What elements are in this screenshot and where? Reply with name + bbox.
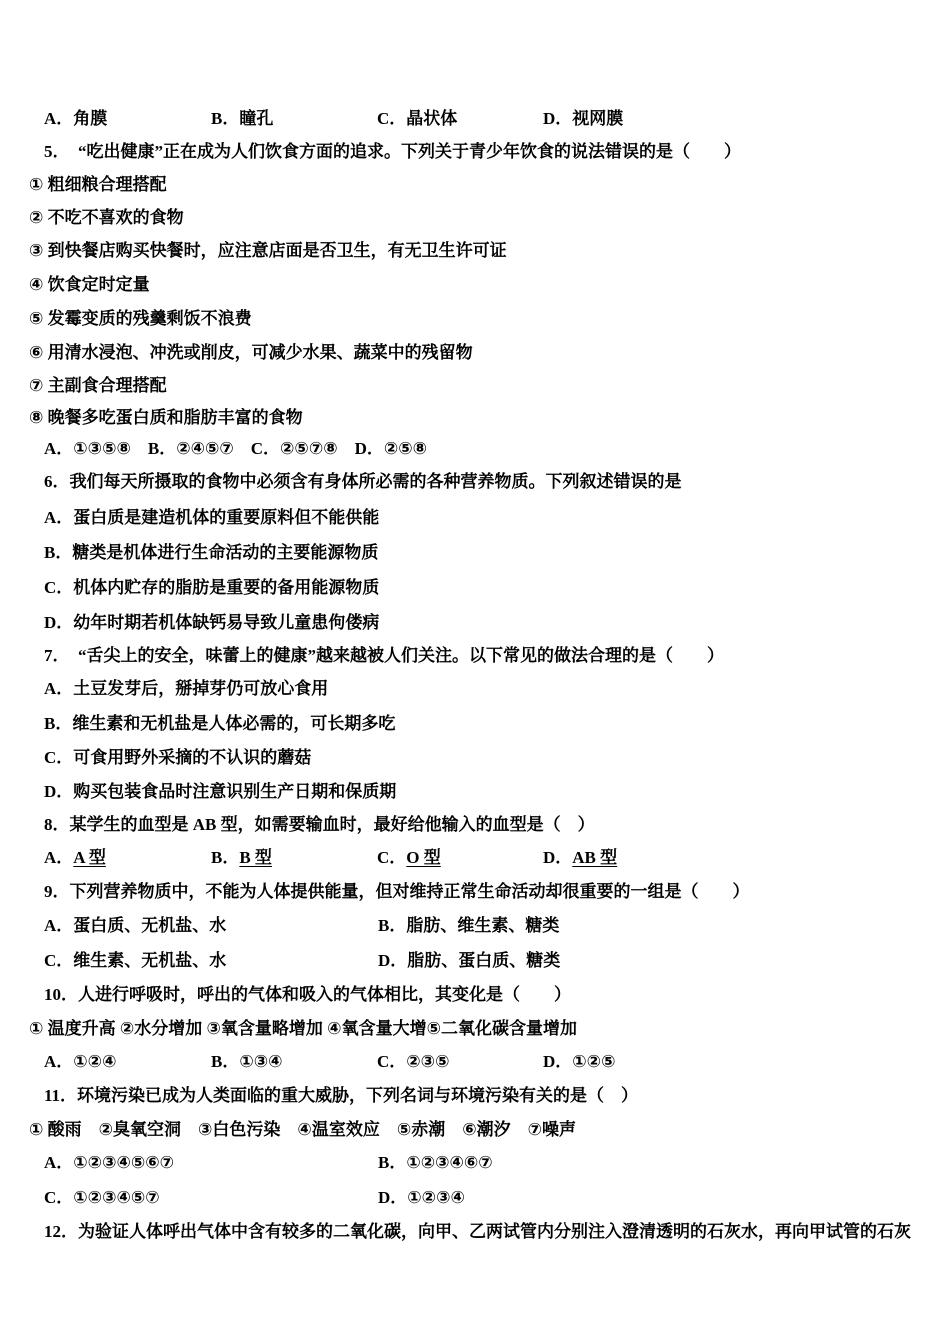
q6-option-a: A．蛋白质是建造机体的重要原料但不能供能 <box>44 508 380 527</box>
q5-stem: 5． “吃出健康”正在成为人们饮食方面的追求。下列关于青少年饮食的说法错误的是（ ） <box>44 142 741 161</box>
q5-item-row <box>0 273 950 299</box>
q8-option-c-text: O 型 <box>406 848 441 867</box>
q11-option-d: D．①②③④ <box>378 1188 465 1207</box>
q11-option-a: A．①②③④⑤⑥⑦ <box>44 1153 175 1172</box>
q7-option-row <box>0 712 950 738</box>
q5-item-row <box>0 173 950 199</box>
q9-option-a: A．蛋白质、无机盐、水 <box>44 916 227 935</box>
q5-item-row <box>0 239 950 265</box>
q11-stem: 11．环境污染已成为人类面临的重大威胁，下列名词与环境污染有关的是（ ） <box>44 1086 639 1105</box>
q6-option-d: D．幼年时期若机体缺钙易导致儿童患佝偻病 <box>44 613 380 632</box>
q6-option-row <box>0 611 950 637</box>
q5-item-row <box>0 307 950 333</box>
q5-item-row <box>0 206 950 232</box>
q9-stem-row <box>0 880 950 906</box>
q10-option-b: B．①③④ <box>211 1052 283 1071</box>
q9-stem: 9．下列营养物质中，不能为人体提供能量，但对维持正常生命活动却很重要的一组是（ ） <box>44 882 750 901</box>
q5-item-row <box>0 341 950 367</box>
q5-item-row <box>0 406 950 432</box>
q10-stem: 10．人进行呼吸时，呼出的气体和吸入的气体相比，其变化是（ ） <box>44 985 571 1004</box>
q5-options-line: A．①③⑤⑧ B．②④⑤⑦ C．②⑤⑦⑧ D．②⑤⑧ <box>44 439 428 458</box>
q7-option-d: D．购买包装食品时注意识别生产日期和保质期 <box>44 782 397 801</box>
q8-stem: 8．某学生的血型是 AB 型，如需要输血时，最好给他输入的血型是（ ） <box>44 815 595 834</box>
q8-option-b <box>211 846 272 870</box>
q10-items-row <box>0 1017 950 1043</box>
q8-option-a <box>44 846 106 870</box>
q11-option-c: C．①②③④⑤⑦ <box>44 1188 160 1207</box>
q8-option-a-text: A 型 <box>73 848 106 867</box>
q9-options-row-1 <box>0 914 950 940</box>
q10-options-row <box>0 1050 950 1076</box>
q7-option-a: A．土豆发芽后，掰掉芽仍可放心食用 <box>44 679 329 698</box>
q4-option-b: B．瞳孔 <box>211 109 274 128</box>
q5-stem-row <box>0 140 950 166</box>
q8-option-d <box>543 846 617 870</box>
q9-option-d: D．脂肪、蛋白质、糖类 <box>378 951 561 970</box>
q5-item-7: ⑦ 主副食合理搭配 <box>29 376 167 395</box>
q12-stem: 12．为验证人体呼出气体中含有较多的二氧化碳，向甲、乙两试管内分别注入澄清透明的石灰水，再向甲试管的石灰 <box>44 1222 911 1241</box>
q8-option-c-prefix: C． <box>377 848 407 867</box>
q8-stem-row <box>0 813 950 839</box>
q11-items-row <box>0 1118 950 1144</box>
q7-option-row <box>0 677 950 703</box>
q8-options-row <box>0 846 950 872</box>
q8-option-b-text: B 型 <box>239 848 272 867</box>
q7-stem-row <box>0 644 950 670</box>
q10-option-d: D．①②⑤ <box>543 1052 616 1071</box>
q5-item-2: ② 不吃不喜欢的食物 <box>29 208 184 227</box>
q4-option-a: A．角膜 <box>44 109 108 128</box>
q8-option-a-prefix: A． <box>44 848 74 867</box>
q7-option-row <box>0 746 950 772</box>
q11-option-b: B．①②③④⑥⑦ <box>378 1153 493 1172</box>
q5-item-row <box>0 374 950 400</box>
q12-stem-row <box>0 1220 950 1246</box>
q5-item-8: ⑧ 晚餐多吃蛋白质和脂肪丰富的食物 <box>29 408 303 427</box>
q5-item-4: ④ 饮食定时定量 <box>29 275 150 294</box>
q6-option-c: C．机体内贮存的脂肪是重要的备用能源物质 <box>44 578 380 597</box>
q5-options-row <box>0 437 950 463</box>
q6-option-b: B．糖类是机体进行生命活动的主要能源物质 <box>44 543 379 562</box>
q4-option-c: C．晶状体 <box>377 109 458 128</box>
q5-item-6: ⑥ 用清水浸泡、冲洗或削皮，可减少水果、蔬菜中的残留物 <box>29 343 473 362</box>
q7-option-b: B．维生素和无机盐是人体必需的，可长期多吃 <box>44 714 396 733</box>
q10-option-c: C．②③⑤ <box>377 1052 450 1071</box>
q10-option-a: A．①②④ <box>44 1052 117 1071</box>
q8-option-d-prefix: D． <box>543 848 573 867</box>
q5-item-5: ⑤ 发霉变质的残羹剩饭不浪费 <box>29 309 252 328</box>
q8-option-b-prefix: B． <box>211 848 240 867</box>
q6-option-row <box>0 541 950 567</box>
q7-option-row <box>0 780 950 806</box>
q11-stem-row <box>0 1084 950 1110</box>
q9-option-c: C．维生素、无机盐、水 <box>44 951 227 970</box>
q10-stem-row <box>0 983 950 1009</box>
q9-options-row-2 <box>0 949 950 975</box>
q11-options-row-1 <box>0 1151 950 1177</box>
q6-stem: 6．我们每天所摄取的食物中必须含有身体所必需的各种营养物质。下列叙述错误的是 <box>44 472 682 491</box>
q5-item-3: ③ 到快餐店购买快餐时，应注意店面是否卫生，有无卫生许可证 <box>29 241 507 260</box>
q4-options-row <box>0 107 950 133</box>
q9-option-b: B．脂肪、维生素、糖类 <box>378 916 560 935</box>
q8-option-c <box>377 846 441 870</box>
q5-item-1: ① 粗细粮合理搭配 <box>29 175 167 194</box>
q6-option-row <box>0 576 950 602</box>
q7-stem: 7． “舌尖上的安全，味蕾上的健康”越来越被人们关注。以下常见的做法合理的是（ ） <box>44 646 724 665</box>
q11-options-row-2 <box>0 1186 950 1212</box>
q10-items-line: ① 温度升高 ②水分增加 ③氧含量略增加 ④氧含量大增⑤二氧化碳含量增加 <box>29 1019 577 1038</box>
q6-option-row <box>0 506 950 532</box>
q6-stem-row <box>0 470 950 496</box>
q11-items-line: ① 酸雨 ②臭氧空洞 ③白色污染 ④温室效应 ⑤赤潮 ⑥潮汐 ⑦噪声 <box>29 1120 577 1139</box>
q8-option-d-text: AB 型 <box>572 848 618 867</box>
q7-option-c: C．可食用野外采摘的不认识的蘑菇 <box>44 748 312 767</box>
q4-option-d: D．视网膜 <box>543 109 624 128</box>
